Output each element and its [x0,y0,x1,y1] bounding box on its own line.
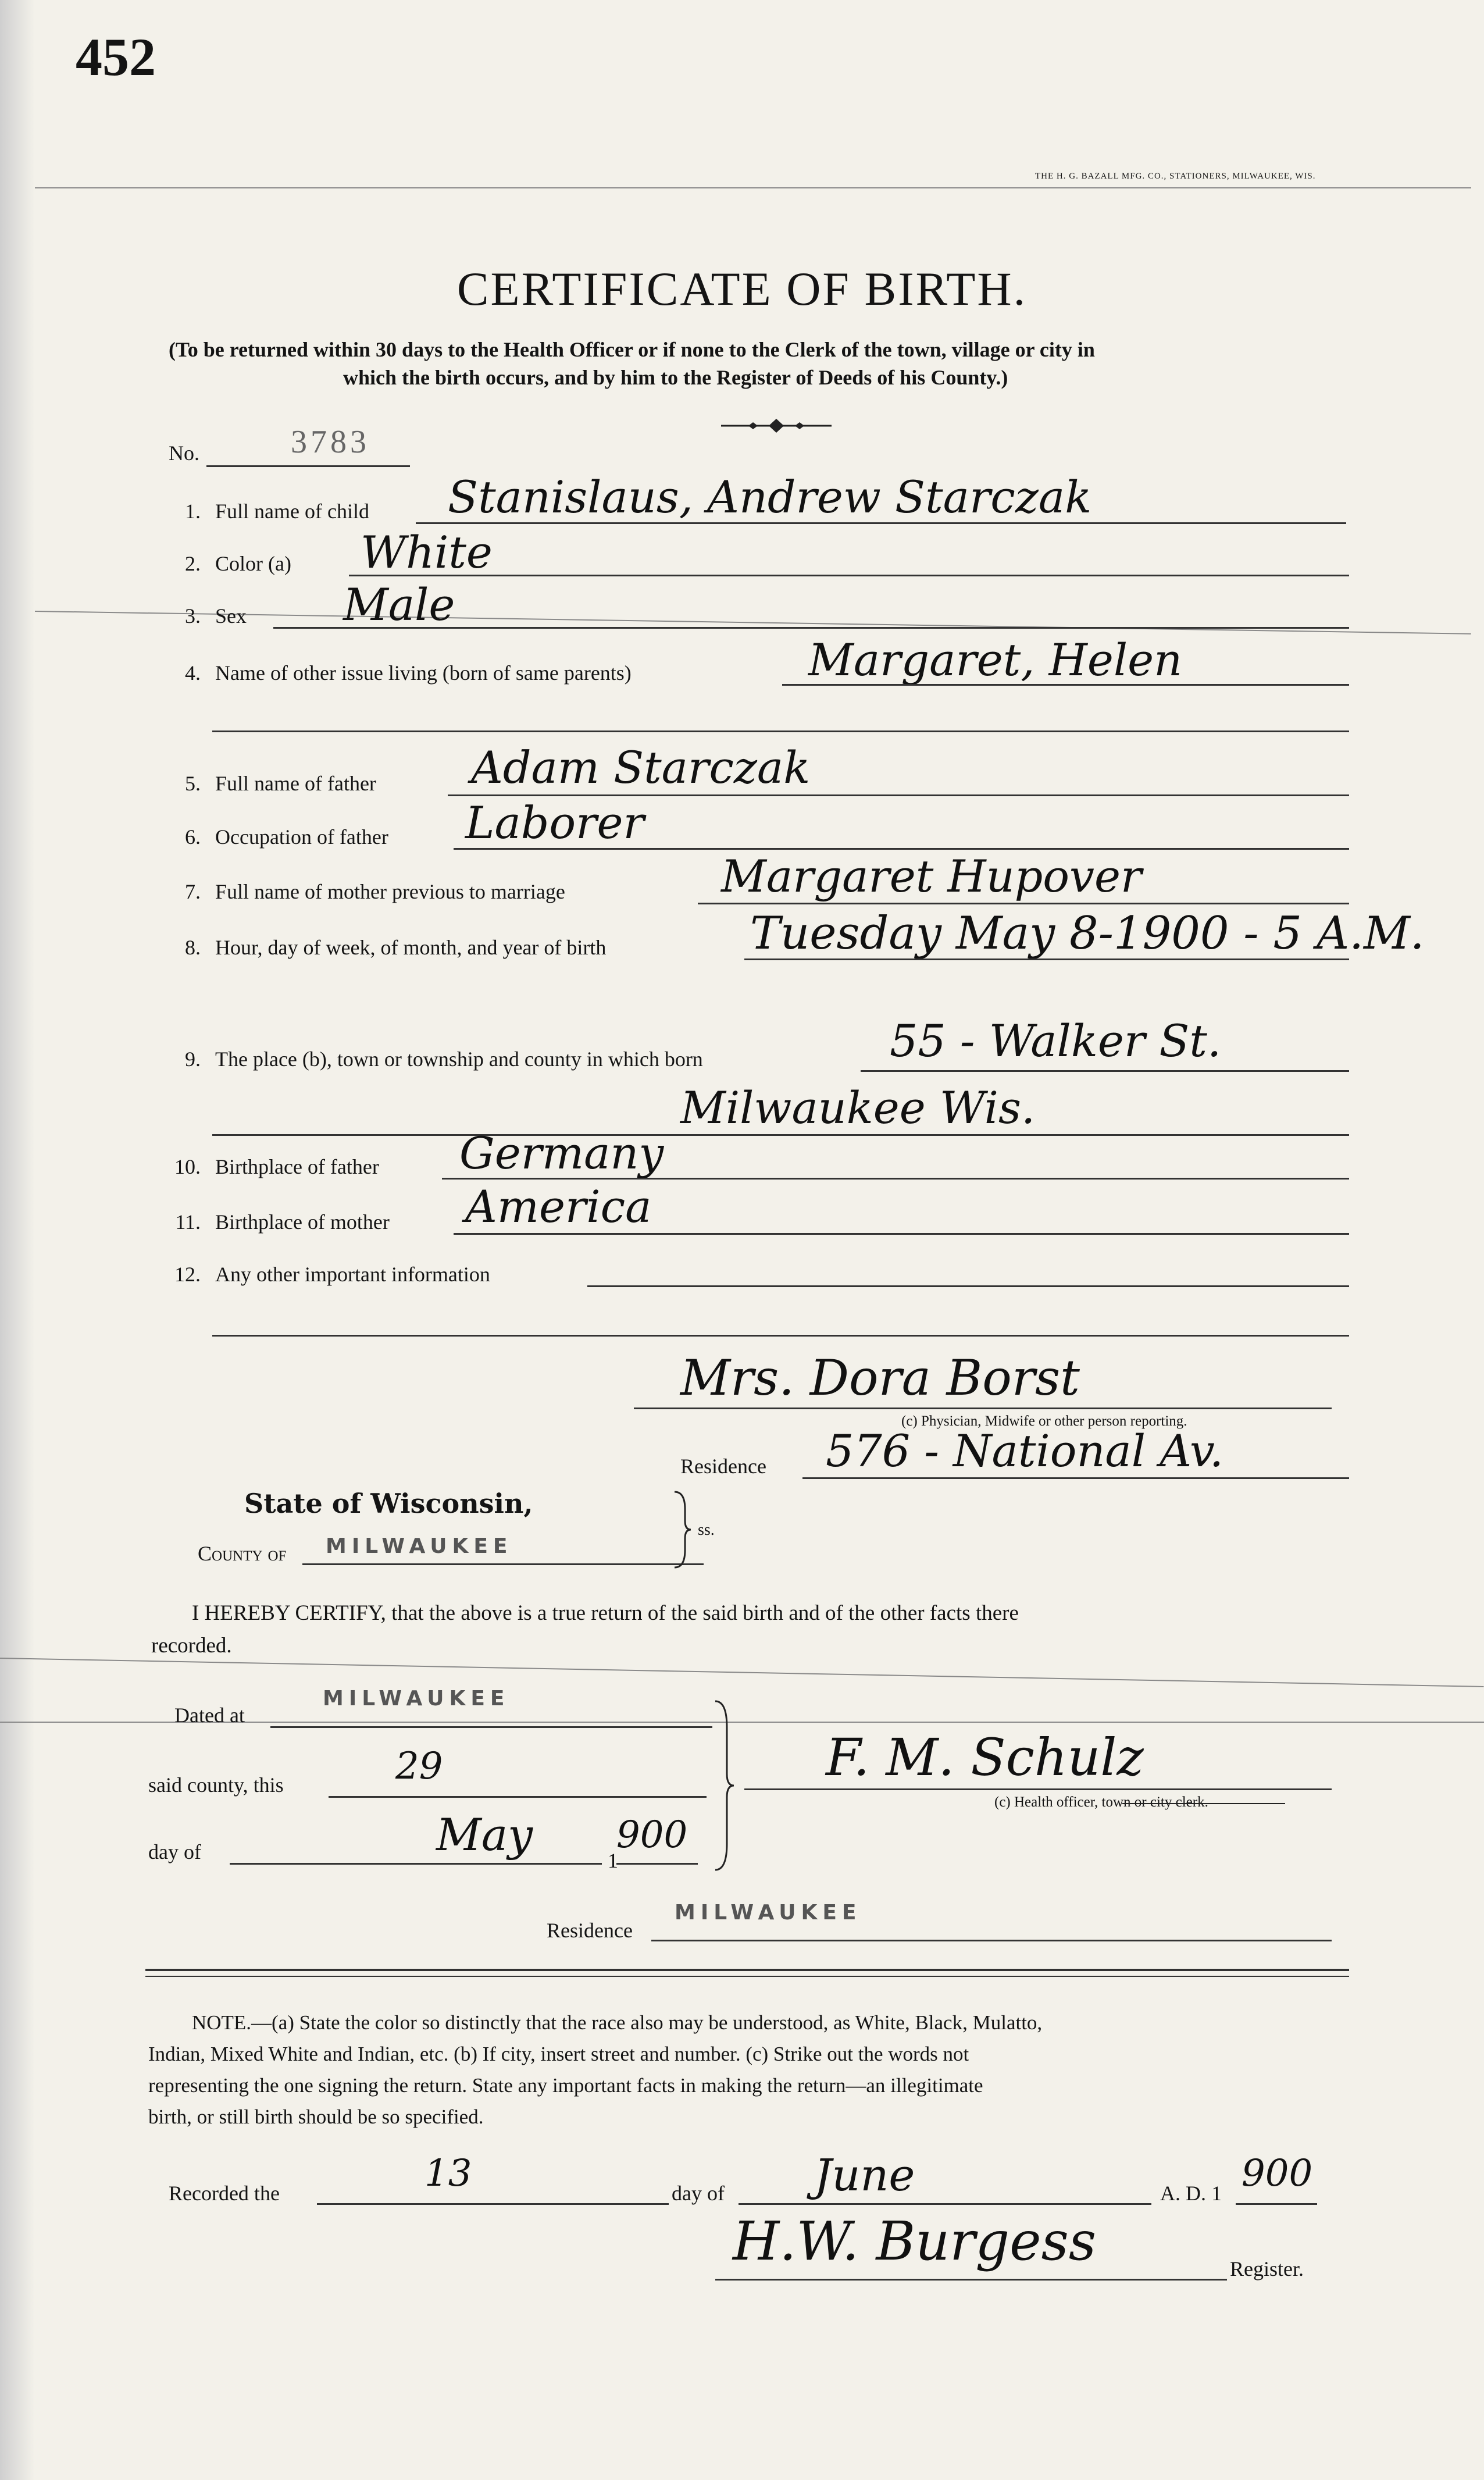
field-4-underline [782,684,1349,686]
field-3-number: 3. [185,604,201,628]
note-line-1: NOTE.—(a) State the color so distinctly that the race also may be understood, as White, Black, Mulatto, [192,2011,1043,2034]
officer-residence-underline [651,1940,1332,1941]
officer-caption: (c) Health officer, town or city clerk. [994,1794,1208,1810]
certify-line-1: I HEREBY CERTIFY, that the above is a true return of the said birth and of the other facts there [192,1601,1019,1625]
page-number: 452 [76,27,156,87]
dated-at-label: Dated at [174,1704,245,1727]
dated-at-underline [270,1726,712,1728]
no-underline [206,465,410,467]
field-1-number: 1. [185,500,201,523]
field-5-number: 5. [185,772,201,795]
field-7-number: 7. [185,880,201,903]
field-6-underline [454,848,1349,850]
father-occupation: Laborer [465,797,644,849]
field-6-number: 6. [185,825,201,849]
recorded-day-of-label: day of [672,2182,725,2205]
field-2-label: Color (a) [215,552,291,575]
recorded-month-underline [739,2203,1151,2205]
torn-corner [0,0,35,2480]
field-12-underline-2 [212,1335,1349,1337]
certificate-number: 3783 [291,424,370,460]
note-line-2: Indian, Mixed White and Indian, etc. (b) If city, insert street and number. (c) Strike out the words not [148,2043,969,2065]
field-1-underline [416,522,1346,524]
field-4-number: 4. [185,661,201,685]
year-suffix: 900 [616,1813,688,1857]
field-2-underline [349,575,1349,576]
officer-caption-strike [1122,1803,1285,1804]
note-line-3: representing the one signing the return. State any important facts in making the return—an illegitimate [148,2074,983,2097]
subtitle-line-2: which the birth occurs, and by him to the Register of Deeds of his County.) [343,366,1008,389]
reporter-signature: Mrs. Dora Borst [680,1349,1080,1406]
recorded-month: June [814,2149,915,2201]
field-9-underline [861,1070,1349,1072]
field-4-underline-2 [212,731,1349,732]
field-12-number: 12. [174,1263,201,1286]
certificate-title: CERTIFICATE OF BIRTH. [456,262,1028,315]
field-3-label: Sex [215,604,247,628]
scan-line [35,187,1471,188]
day-of-underline [230,1863,602,1865]
birth-date-time: Tuesday May 8-1900 - 5 A.M. [750,907,1425,960]
field-11-number: 11. [175,1210,201,1234]
scan-line [0,1658,1484,1687]
father-full-name: Adam Starczak [471,742,811,793]
birth-place-street: 55 - Walker St. [890,1015,1222,1067]
said-county-day: 29 [395,1745,443,1788]
field-9-number: 9. [185,1047,201,1071]
field-5-underline [448,794,1349,796]
said-county-underline [329,1796,707,1798]
field-9-underline-2 [212,1134,1349,1136]
field-8-label: Hour, day of week, of month, and year of birth [215,936,607,959]
no-label: No. [169,441,199,465]
register-signature-line [715,2279,1227,2281]
year-underline [616,1863,698,1865]
ornament-divider [721,418,832,434]
field-10-label: Birthplace of father [215,1155,379,1178]
separator-rule-1 [145,1969,1349,1971]
printer-imprint: THE H. G. BAZALL MFG. CO., STATIONERS, MILWAUKEE, WIS. [1035,172,1316,181]
day-of-label: day of [148,1840,201,1863]
recorded-the-label: Recorded the [169,2182,280,2205]
field-1-label: Full name of child [215,500,369,523]
officer-residence-stamp: MILWAUKEE [675,1901,862,1925]
field-7-label: Full name of mother previous to marriage [215,880,565,903]
note-line-4: birth, or still birth should be so specified. [148,2105,484,2128]
child-sex: Male [343,579,455,630]
field-10-number: 10. [174,1155,201,1178]
other-issue-living: Margaret, Helen [808,634,1183,686]
reporter-signature-line [634,1408,1332,1409]
field-9-label: The place (b), town or township and county in which born [215,1047,703,1071]
register-signature: H.W. Burgess [733,2210,1097,2272]
field-10-underline [442,1178,1349,1180]
separator-rule-2 [145,1976,1349,1977]
field-6-label: Occupation of father [215,825,388,849]
field-4-label: Name of other issue living (born of same parents) [215,661,632,685]
recorded-year-suffix: 900 [1242,2152,1313,2195]
birth-place-city: Milwaukee Wis. [680,1082,1036,1134]
field-12-label: Any other important information [215,1263,490,1286]
field-5-label: Full name of father [215,772,376,795]
recorded-year-underline [1236,2203,1317,2205]
field-8-number: 8. [185,936,201,959]
child-color: White [361,526,493,578]
mother-maiden-name: Margaret Hupover [721,850,1142,902]
field-11-underline [454,1233,1349,1235]
field-11-label: Birthplace of mother [215,1210,390,1234]
ad-label: A. D. 1 [1160,2182,1222,2205]
child-full-name: Stanislaus, Andrew Starczak [448,471,1092,523]
county-label: County of [198,1542,287,1565]
recorded-day-underline [317,2203,669,2205]
mother-birthplace: America [465,1181,652,1232]
recorded-day: 13 [424,2152,472,2195]
county-underline [302,1563,704,1565]
scan-line [35,611,1471,635]
year-prefix: 1 [608,1849,618,1872]
reporter-residence-label: Residence [680,1455,766,1478]
county-brace [669,1489,692,1570]
officer-signature: F. M. Schulz [826,1727,1144,1787]
said-county-label: said county, this [148,1773,284,1797]
officer-signature-line [744,1788,1332,1790]
father-birthplace: Germany [459,1127,664,1179]
dated-at-stamp: MILWAUKEE [323,1687,510,1711]
field-3-underline [273,627,1349,629]
reporter-residence-line [802,1477,1349,1479]
register-label: Register. [1230,2257,1304,2281]
field-8-underline [744,958,1349,960]
county-stamp: MILWAUKEE [326,1534,513,1558]
ss-label: ss. [698,1521,715,1539]
officer-residence-label: Residence [547,1919,633,1942]
subtitle-line-1: (To be returned within 30 days to the Health Officer or if none to the Clerk of the town, village or city in [169,338,1095,361]
dated-brace [709,1698,739,1873]
field-7-underline [698,903,1349,904]
certify-line-2: recorded. [151,1634,232,1658]
reporter-caption: (c) Physician, Midwife or other person reporting. [901,1413,1187,1429]
day-of-month: May [436,1809,533,1861]
field-12-underline [587,1285,1349,1287]
field-2-number: 2. [185,552,201,575]
reporter-residence: 576 - National Av. [826,1425,1224,1477]
state-heading: State of Wisconsin, [244,1488,533,1519]
